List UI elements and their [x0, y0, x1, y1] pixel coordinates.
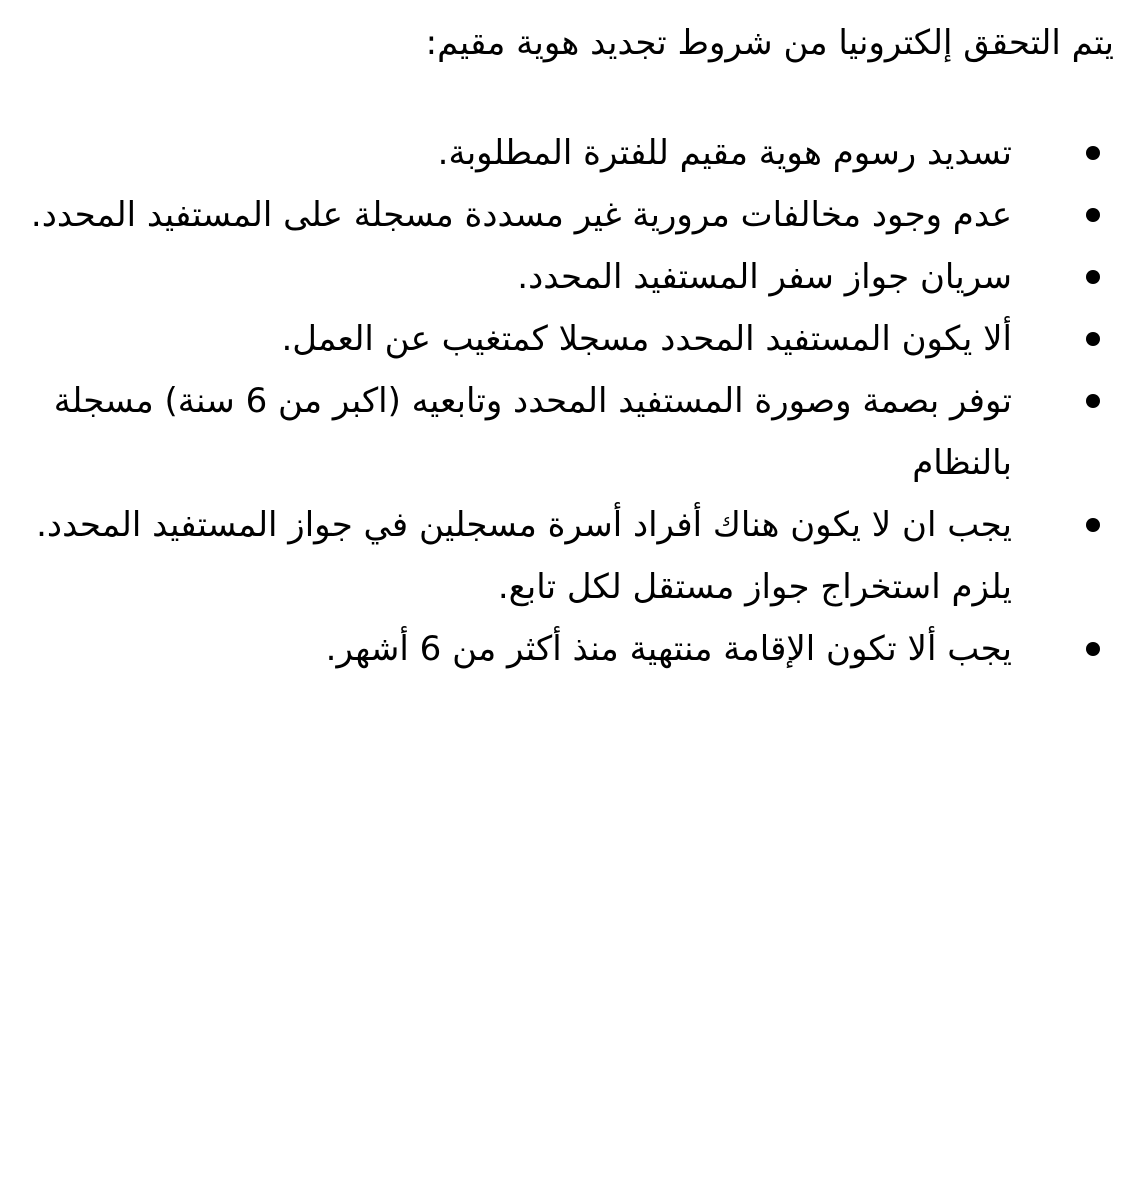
condition-text: ألا يكون المستفيد المحدد مسجلا كمتغيب عن العمل. — [281, 319, 1012, 359]
bullet-icon — [1086, 642, 1100, 656]
condition-text: تسديد رسوم هوية مقيم للفترة المطلوبة. — [437, 133, 1012, 173]
condition-item — [24, 246, 1114, 308]
bullet-icon — [1086, 146, 1100, 160]
condition-text: سريان جواز سفر المستفيد المحدد. — [517, 257, 1012, 297]
intro-text: يتم التحقق إلكترونيا من شروط تجديد هوية مقيم: — [425, 23, 1114, 63]
condition-item — [24, 184, 1114, 246]
bullet-icon — [1086, 208, 1100, 222]
condition-item — [24, 370, 1114, 494]
bullet-icon — [1086, 394, 1100, 408]
condition-text: توفر بصمة وصورة المستفيد المحدد وتابعيه (اكبر من 6 سنة) مسجلة بالنظام — [53, 381, 1012, 483]
condition-text: يجب ألا تكون الإقامة منتهية منذ أكثر من 6 أشهر. — [325, 629, 1012, 669]
conditions-list — [24, 122, 1114, 680]
condition-item — [24, 494, 1114, 618]
condition-text: يجب ان لا يكون هناك أفراد أسرة مسجلين في جواز المستفيد المحدد. يلزم استخراج جواز مستقل لكل تابع. — [36, 505, 1012, 607]
condition-item — [24, 618, 1114, 680]
bullet-icon — [1086, 518, 1100, 532]
condition-item — [24, 308, 1114, 370]
condition-item — [24, 122, 1114, 184]
condition-text: عدم وجود مخالفات مرورية غير مسددة مسجلة على المستفيد المحدد. — [30, 195, 1012, 235]
bullet-icon — [1086, 332, 1100, 346]
bullet-icon — [1086, 270, 1100, 284]
